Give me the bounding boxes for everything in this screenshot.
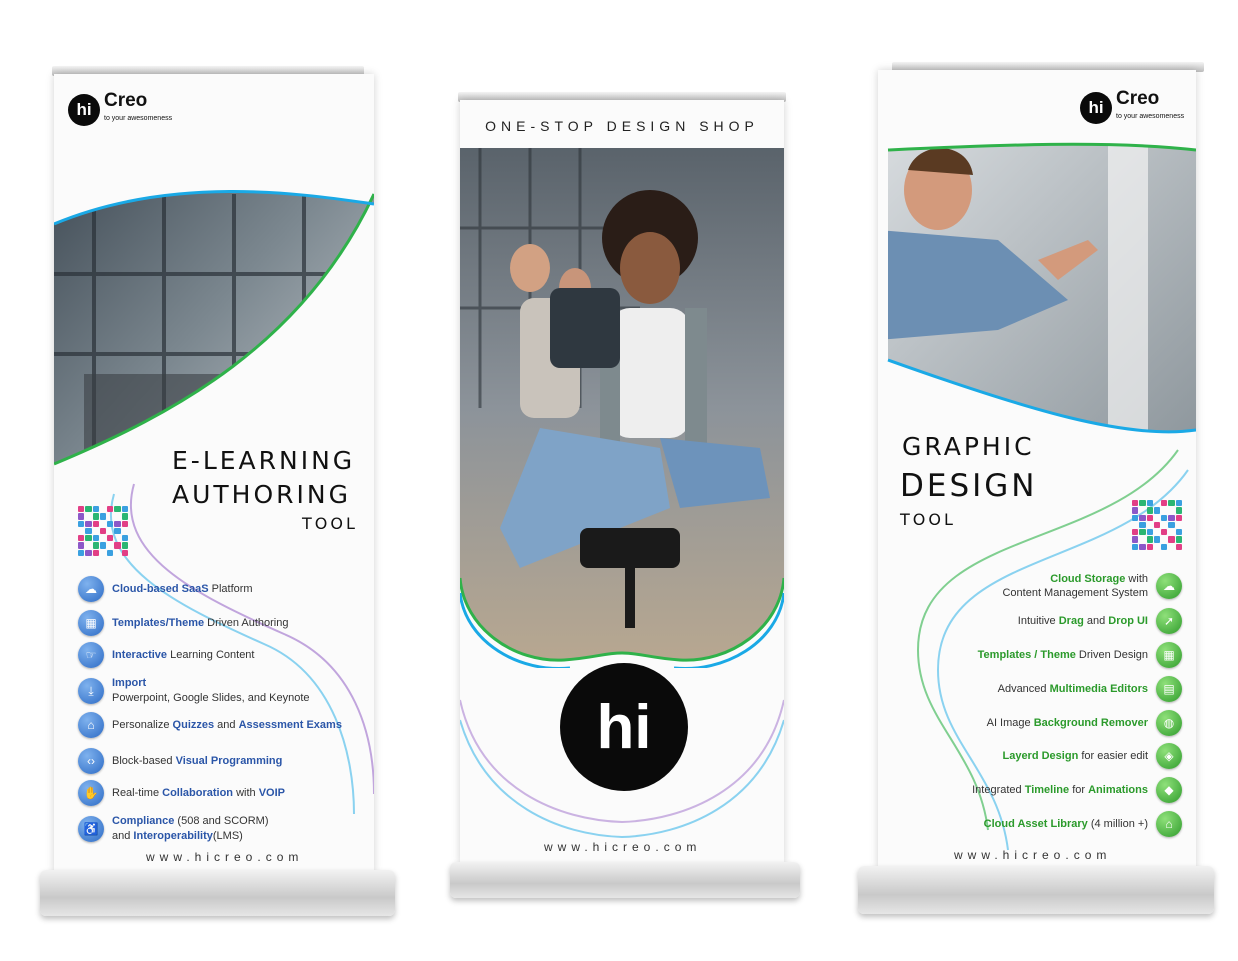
qr-module <box>93 535 99 541</box>
qr-module <box>1161 529 1167 535</box>
quiz-icon: ⌂ <box>78 712 104 738</box>
qr-module <box>93 550 99 556</box>
qr-module <box>1168 500 1174 506</box>
right-heading-line1: GRAPHIC <box>902 432 1035 461</box>
feature-label <box>112 676 310 706</box>
feature-highlight: Cloud Asset Library <box>983 818 1088 830</box>
feature-highlight: Background Remover <box>1033 717 1148 729</box>
feature-label <box>112 718 342 733</box>
qr-module <box>93 513 99 519</box>
feature-highlight: Visual Programming <box>175 754 283 767</box>
feature-line <box>987 716 1148 730</box>
right-brand-logo <box>1080 90 1184 126</box>
right-feature-item <box>1002 743 1182 769</box>
feature-text: (LMS) <box>212 830 243 842</box>
qr-module <box>1139 536 1145 542</box>
qr-module <box>1161 515 1167 521</box>
people-photo-image <box>460 148 784 668</box>
feature-line <box>1002 572 1148 586</box>
feature-highlight: Import <box>112 677 147 689</box>
feature-label <box>1002 572 1148 600</box>
feature-label <box>972 783 1148 797</box>
cloud-icon: ☁ <box>78 576 104 602</box>
left-banner <box>54 74 374 874</box>
right-qr-code[interactable] <box>1132 500 1182 550</box>
feature-text: Block-based <box>112 754 176 767</box>
left-qr-code[interactable] <box>78 506 128 556</box>
qr-module <box>107 542 113 548</box>
center-logo-text: hi <box>596 692 652 762</box>
ai-icon: ◍ <box>1156 710 1182 736</box>
qr-module <box>93 521 99 527</box>
qr-module <box>114 513 120 519</box>
qr-module <box>100 528 106 534</box>
feature-label <box>978 648 1148 662</box>
right-feature-item <box>972 777 1182 803</box>
handshake-icon: ✋ <box>78 780 104 806</box>
qr-module <box>1176 536 1182 542</box>
qr-module <box>1168 515 1174 521</box>
left-heading-line3: TOOL <box>302 514 358 533</box>
qr-module <box>122 535 128 541</box>
feature-text: Driven Design <box>1075 649 1148 661</box>
qr-module <box>1168 544 1174 550</box>
feature-highlight: Cloud Storage <box>1050 573 1126 585</box>
feature-text: (508 and SCORM) <box>174 815 269 827</box>
feature-text: Intuitive <box>1017 615 1059 627</box>
qr-module <box>122 542 128 548</box>
qr-module <box>1132 544 1138 550</box>
logo-tagline: to your awesomeness <box>1116 113 1185 120</box>
qr-module <box>100 535 106 541</box>
qr-module <box>100 506 106 512</box>
qr-module <box>85 550 91 556</box>
qr-module <box>1132 515 1138 521</box>
qr-module <box>107 535 113 541</box>
feature-line <box>112 676 310 691</box>
qr-module <box>1161 544 1167 550</box>
feature-label <box>112 582 253 597</box>
qr-module <box>107 513 113 519</box>
cloud-storage-icon: ☁ <box>1156 573 1182 599</box>
template-icon: ▦ <box>78 610 104 636</box>
right-feature-item <box>987 710 1182 736</box>
qr-module <box>1168 522 1174 528</box>
feature-highlight: Animations <box>1088 784 1148 796</box>
qr-module <box>1168 529 1174 535</box>
feature-text: for <box>1069 784 1089 796</box>
feature-subline: Content Management System <box>1002 587 1148 599</box>
feature-line <box>984 817 1148 831</box>
qr-module <box>107 521 113 527</box>
qr-module <box>114 542 120 548</box>
feature-highlight: Templates / Theme <box>977 649 1076 661</box>
qr-module <box>1147 507 1153 513</box>
feature-text: Integrated <box>972 784 1025 796</box>
feature-label <box>998 682 1148 696</box>
qr-module <box>85 535 91 541</box>
feature-line <box>112 754 282 769</box>
logo-name <box>1116 90 1184 126</box>
right-feature-item <box>984 811 1182 837</box>
qr-module <box>1139 544 1145 550</box>
center-website-url[interactable]: www.hicreo.com <box>544 840 702 854</box>
qr-module <box>78 535 84 541</box>
qr-module <box>85 542 91 548</box>
left-brand-logo <box>68 92 172 128</box>
feature-text: Learning Content <box>167 648 255 661</box>
feature-line <box>112 718 342 733</box>
qr-module <box>114 506 120 512</box>
qr-module <box>114 535 120 541</box>
qr-module <box>114 528 120 534</box>
center-logo-mark <box>560 663 688 791</box>
feature-highlight: Interoperability <box>133 830 213 842</box>
qr-module <box>122 521 128 527</box>
left-heading-line2: AUTHORING <box>172 480 351 509</box>
feature-highlight: Cloud-based SaaS <box>112 582 209 595</box>
qr-module <box>78 542 84 548</box>
template-icon: ▦ <box>1156 642 1182 668</box>
qr-module <box>1147 515 1153 521</box>
feature-highlight: Interactive <box>112 648 168 661</box>
qr-module <box>100 521 106 527</box>
qr-module <box>1132 522 1138 528</box>
qr-module <box>100 542 106 548</box>
logo-name-text: Creo <box>1116 88 1160 109</box>
qr-module <box>1132 536 1138 542</box>
feature-label <box>1002 749 1148 763</box>
qr-module <box>114 550 120 556</box>
feature-text: Personalize <box>112 718 173 731</box>
qr-module <box>1176 544 1182 550</box>
feature-label <box>112 754 282 769</box>
cursor-icon: ➚ <box>1156 608 1182 634</box>
feature-text: for easier edit <box>1078 750 1148 762</box>
feature-line <box>112 648 254 663</box>
qr-module <box>1139 522 1145 528</box>
qr-module <box>1147 522 1153 528</box>
feature-label <box>112 786 285 801</box>
feature-line <box>1002 749 1148 763</box>
feature-highlight: Layerd Design <box>1002 750 1079 762</box>
feature-text: (4 million +) <box>1087 818 1148 830</box>
qr-module <box>1154 500 1160 506</box>
feature-text: and <box>1083 615 1109 627</box>
feature-highlight: Templates/Theme <box>112 616 205 629</box>
right-feature-item <box>1018 608 1182 634</box>
feature-highlight: Quizzes <box>172 718 215 731</box>
qr-module <box>1139 500 1145 506</box>
qr-module <box>122 550 128 556</box>
accessibility-icon: ♿ <box>78 816 104 842</box>
qr-module <box>1139 515 1145 521</box>
qr-module <box>1161 536 1167 542</box>
qr-module <box>1154 529 1160 535</box>
right-banner-base <box>858 866 1214 914</box>
qr-module <box>1154 522 1160 528</box>
right-banner <box>878 70 1196 870</box>
center-banner-photo <box>460 148 784 668</box>
center-banner <box>460 100 784 865</box>
right-heading-line2: DESIGN <box>900 468 1038 504</box>
qr-module <box>78 506 84 512</box>
qr-module <box>1147 536 1153 542</box>
feature-highlight: Timeline <box>1024 784 1070 796</box>
feature-line <box>112 814 269 829</box>
left-feature-item <box>78 676 310 706</box>
feature-highlight: Compliance <box>112 815 175 827</box>
right-heading-line3: TOOL <box>900 510 956 529</box>
qr-module <box>85 513 91 519</box>
feature-text: AI Image <box>986 717 1034 729</box>
qr-module <box>1161 500 1167 506</box>
feature-text: Real-time <box>112 786 163 799</box>
left-feature-item <box>78 780 285 806</box>
right-feature-item <box>998 676 1182 702</box>
logo-name <box>104 92 172 128</box>
qr-module <box>1147 544 1153 550</box>
feature-text: with <box>1125 573 1148 585</box>
qr-module <box>1176 515 1182 521</box>
feature-text: with <box>233 786 259 799</box>
qr-module <box>107 506 113 512</box>
feature-line <box>972 783 1148 797</box>
qr-module <box>1154 544 1160 550</box>
feature-label <box>987 716 1148 730</box>
left-feature-item <box>78 712 342 738</box>
feature-line <box>1018 614 1148 628</box>
qr-module <box>1168 536 1174 542</box>
timeline-icon: ◆ <box>1156 777 1182 803</box>
qr-module <box>1161 522 1167 528</box>
qr-module <box>93 506 99 512</box>
qr-module <box>1132 500 1138 506</box>
qr-module <box>1176 507 1182 513</box>
left-feature-item <box>78 576 253 602</box>
center-banner-base <box>450 862 800 898</box>
left-banner-base <box>40 870 395 916</box>
qr-module <box>78 521 84 527</box>
qr-module <box>78 528 84 534</box>
feature-line <box>112 582 253 597</box>
qr-module <box>1147 500 1153 506</box>
qr-module <box>1161 507 1167 513</box>
feature-text: and <box>214 718 239 731</box>
feature-highlight: Multimedia Editors <box>1049 683 1148 695</box>
qr-module <box>1154 507 1160 513</box>
qr-module <box>1176 500 1182 506</box>
feature-text: Platform <box>208 582 253 595</box>
feature-line <box>112 616 289 631</box>
library-icon: ⌂ <box>1156 811 1182 837</box>
qr-module <box>122 528 128 534</box>
interactive-icon: ☞ <box>78 642 104 668</box>
qr-module <box>122 513 128 519</box>
qr-module <box>1132 529 1138 535</box>
qr-module <box>85 521 91 527</box>
feature-highlight: VOIP <box>258 786 285 799</box>
feature-line <box>112 786 285 801</box>
qr-module <box>1147 529 1153 535</box>
logo-name-text: Creo <box>104 90 148 111</box>
qr-module <box>78 550 84 556</box>
qr-module <box>85 506 91 512</box>
qr-module <box>122 506 128 512</box>
qr-module <box>1132 507 1138 513</box>
qr-module <box>93 528 99 534</box>
qr-module <box>85 528 91 534</box>
qr-module <box>1176 529 1182 535</box>
feature-text: Driven Authoring <box>204 616 289 629</box>
code-icon: ‹› <box>78 748 104 774</box>
qr-module <box>114 521 120 527</box>
feature-text: Advanced <box>997 683 1050 695</box>
qr-module <box>107 550 113 556</box>
qr-module <box>1139 529 1145 535</box>
right-feature-item <box>1002 572 1182 600</box>
left-website-url[interactable]: www.hicreo.com <box>146 850 304 864</box>
right-feature-item <box>978 642 1182 668</box>
qr-module <box>1176 522 1182 528</box>
feature-subline: Powerpoint, Google Slides, and Keynote <box>112 692 310 704</box>
import-icon: ⤓ <box>78 678 104 704</box>
left-heading-line1: E-LEARNING <box>172 446 356 475</box>
feature-highlight: Drag <box>1058 615 1084 627</box>
multimedia-icon: ▤ <box>1156 676 1182 702</box>
qr-module <box>93 542 99 548</box>
qr-module <box>1168 507 1174 513</box>
qr-module <box>78 513 84 519</box>
feature-label <box>1018 614 1148 628</box>
feature-label <box>112 814 269 844</box>
layers-icon: ◈ <box>1156 743 1182 769</box>
qr-module <box>100 550 106 556</box>
feature-highlight: Drop UI <box>1108 615 1148 627</box>
right-website-url[interactable]: www.hicreo.com <box>954 848 1112 862</box>
feature-label <box>984 817 1148 831</box>
feature-highlight: Assessment Exams <box>238 718 342 731</box>
logo-mark: hi <box>1080 92 1112 124</box>
logo-tagline: to your awesomeness <box>104 115 173 122</box>
left-feature-item <box>78 610 289 636</box>
logo-mark: hi <box>68 94 100 126</box>
feature-subline <box>112 829 269 844</box>
qr-module <box>107 528 113 534</box>
feature-label <box>112 648 254 663</box>
feature-line <box>998 682 1148 696</box>
center-headline: ONE-STOP DESIGN SHOP <box>485 118 759 134</box>
left-feature-item <box>78 642 254 668</box>
left-feature-item <box>78 748 282 774</box>
qr-module <box>100 513 106 519</box>
feature-label <box>112 616 289 631</box>
left-feature-item <box>78 814 269 844</box>
feature-text: and <box>112 830 134 842</box>
qr-module <box>1154 536 1160 542</box>
feature-highlight: Collaboration <box>162 786 234 799</box>
qr-module <box>1139 507 1145 513</box>
feature-line <box>978 648 1148 662</box>
qr-module <box>1154 515 1160 521</box>
